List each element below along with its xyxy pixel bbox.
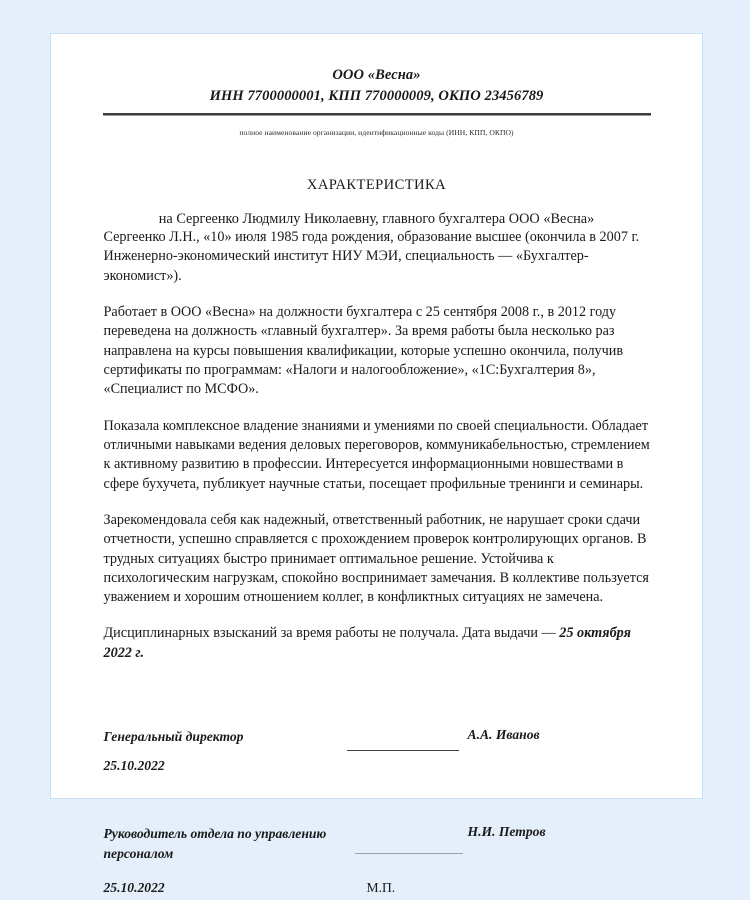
signatory-name: А.А. Иванов xyxy=(467,727,540,743)
signature-block-director xyxy=(104,727,655,774)
document-subtitle: на Сергеенко Людмилу Николаевну, главного бухгалтера ООО «Весна» xyxy=(158,211,595,228)
signature-footer xyxy=(104,880,655,900)
header-caption: полное наименование организации, идентификационные коды (ИНН, КПП, ОКПО) xyxy=(239,128,514,138)
closing-text: Дисциплинарных взысканий за время работы не получала. Дата выдачи — xyxy=(103,625,560,642)
body-paragraph: Работает в ООО «Весна» на должности бухгалтера с 25 сентября 2008 г., в 2012 году переведена на должность «главный бухгалтер». За время работы была несколько раз направлена на курсы повышения квалификации, которые успешно окончила, получив сертификаты по программам: «Налоги и налогообложение», «1С:Бухгалтерия 8», «Специалист по МСФО». xyxy=(103,304,624,398)
signatory-role: Руководитель отдела по управлению персоналом xyxy=(103,826,327,861)
header-divider-rule xyxy=(103,113,651,116)
document-body xyxy=(99,228,655,663)
issue-date: 25 октября 2022 г. xyxy=(103,625,631,661)
signature-area xyxy=(99,727,655,900)
signature-block-hr-head xyxy=(104,824,655,900)
signature-date: 25.10.2022 xyxy=(103,758,165,774)
signature-row xyxy=(104,824,655,863)
organization-name: ООО «Весна» xyxy=(332,67,421,83)
signature-line xyxy=(355,853,463,854)
organization-codes: ИНН 7700000001, КПП 770000009, ОКПО 23456789 xyxy=(209,87,544,104)
closing-paragraph xyxy=(104,624,655,663)
organization-header xyxy=(51,65,702,106)
document-sheet xyxy=(50,33,703,895)
body-paragraph: Сергеенко Л.Н., «10» июля 1985 года рождения, образование высшее (окончила в 2007 г. Инженерно-экономический институт НИУ МЭИ, специальность — «Бухгалтер-экономист»). xyxy=(103,229,640,284)
signature-line xyxy=(347,739,459,751)
signature-date: 25.10.2022 xyxy=(103,879,165,895)
body-paragraph: Зарекомендовала себя как надежный, ответственный работник, не нарушает сроки сдачи отчетности, успешно справляется с прохождением проверок контролирующих органов. В трудных ситуациях быстро принимает оптимальное решение. Устойчива к психологическим нагрузкам, спокойно воспринимает замечания. В коллективе пользуется уважением и хорошим отношением коллег, в конфликтных ситуациях не замечена. xyxy=(103,511,649,606)
page-title: ХАРАКТЕРИСТИКА xyxy=(306,177,447,194)
signature-row xyxy=(104,727,655,746)
signatory-name: Н.И. Петров xyxy=(467,824,546,840)
stamp-place-mark: М.П. xyxy=(366,879,396,895)
body-paragraph: Показала комплексное владение знаниями и умениями по своей специальности. Обладает отличными навыками ведения деловых переговоров, коммуникабельностью, стремлением к активному развитию в профессии. Интересуется информационными новшествами в сфере бухучета, публикует научные статьи, посещает профильные тренинги и семинары. xyxy=(103,417,650,492)
document-content xyxy=(51,34,702,895)
signatory-role: Генеральный директор xyxy=(103,729,244,745)
